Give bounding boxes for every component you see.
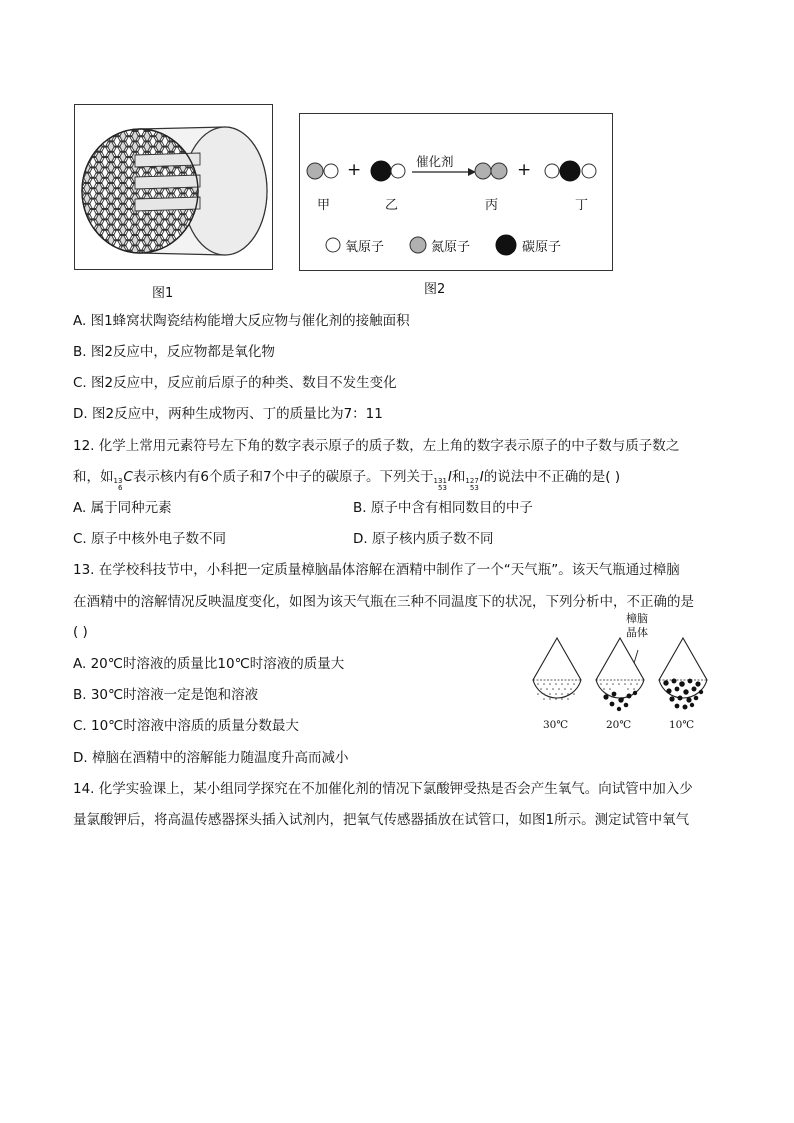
legend-nitrogen-symbol [410, 237, 426, 253]
legend-oxygen-label: 氧原子 [345, 240, 385, 255]
q13-stem-line-3: ( ) [73, 624, 88, 640]
c13-symbol: C [123, 469, 133, 485]
q12-text-d: 的说法中不正确的是( ) [483, 469, 621, 485]
q12-text-a: 和，如 [73, 469, 114, 485]
q14-stem-line-1: 14. 化学实验课上，某小组同学探究在不加催化剂的情况下氯酸钾受热是否会产生氧气。向试管中加入少 [73, 781, 693, 797]
i131-isotope-numbers [434, 478, 447, 492]
i131-symbol: I [447, 469, 452, 485]
q11-option-b: B. 图2反应中，反应物都是氧化物 [73, 344, 275, 360]
i127-isotope-numbers [465, 478, 478, 492]
label-yi: 乙 [385, 198, 399, 213]
q11-option-a: A. 图1蜂窝状陶瓷结构能增大反应物与催化剂的接触面积 [73, 313, 410, 329]
c13-atomic-number: 6 [117, 484, 123, 492]
i127-mass-number: 127 [465, 477, 479, 485]
honeycomb-ceramic-illustration [75, 105, 272, 269]
q12-stem-line-2 [73, 467, 620, 492]
molecule-ding-oxygen-2 [582, 164, 596, 178]
figure-2-frame [299, 113, 613, 271]
c13-isotope-numbers [114, 478, 123, 492]
i127-atomic-number: 53 [469, 484, 479, 492]
plus-sign-right: + [517, 160, 532, 180]
molecule-ding-carbon [560, 161, 580, 181]
bottle-20c [596, 638, 644, 711]
label-bing: 丙 [485, 198, 499, 213]
molecule-yi-oxygen [391, 164, 405, 178]
bottle-30c [533, 638, 581, 700]
temp-label-10: 10℃ [669, 719, 695, 731]
i131-mass-number: 131 [433, 477, 447, 485]
molecule-jia-nitrogen [307, 163, 323, 179]
i131-atomic-number: 53 [438, 484, 447, 492]
figure-2-caption: 图2 [424, 282, 446, 297]
temp-label-20: 20℃ [606, 719, 632, 731]
catalyst-label: 催化剂 [416, 154, 454, 169]
q14-stem-line-2: 量氯酸钾后，将高温传感器探头插入试剂内，把氧气传感器插放在试管口，如图1所示。测定试管中氧气 [73, 812, 690, 828]
q11-option-d: D. 图2反应中，两种生成物丙、丁的质量比为7：11 [73, 406, 383, 422]
camphor-label-line-1: 樟脑 [626, 612, 648, 625]
i127-symbol: I [479, 469, 484, 485]
legend-carbon-symbol [496, 235, 516, 255]
molecule-ding-oxygen-1 [545, 164, 559, 178]
q13-stem-line-1: 13. 在学校科技节中，小科把一定质量樟脑晶体溶解在酒精中制作了一个“天气瓶”。该天气瓶通过樟脑 [73, 562, 680, 578]
q13-option-a: A. 20℃时溶液的质量比10℃时溶液的质量大 [73, 656, 345, 672]
figure-1-frame [74, 104, 273, 270]
q12-option-a: A. 属于同种元素 [73, 500, 172, 516]
plus-sign-left: + [347, 160, 362, 180]
q12-option-b: B. 原子中含有相同数目的中子 [353, 500, 533, 516]
molecule-bing-nitrogen-1 [475, 163, 491, 179]
camphor-label-line-2: 晶体 [626, 626, 648, 639]
label-jia: 甲 [317, 198, 331, 213]
c13-mass-number: 13 [113, 477, 123, 485]
q11-option-c: C. 图2反应中，反应前后原子的种类、数目不发生变化 [73, 375, 397, 391]
figure-1-caption: 图1 [152, 286, 174, 301]
q12-option-d: D. 原子核内质子数不同 [353, 531, 494, 547]
temp-label-30: 30℃ [543, 719, 569, 731]
q12-stem-line-1: 12. 化学上常用元素符号左下角的数字表示原子的质子数，左上角的数字表示原子的中子数与质子数之 [73, 438, 680, 454]
molecule-jia-oxygen [324, 164, 338, 178]
legend-carbon-label: 碳原子 [522, 240, 562, 255]
q13-stem-line-2: 在酒精中的溶解情况反映温度变化，如图为该天气瓶在三种不同温度下的状况，下列分析中，不正确的是 [73, 594, 694, 610]
legend-oxygen-symbol [326, 238, 340, 252]
label-ding: 丁 [575, 198, 589, 213]
molecule-bing-nitrogen-2 [491, 163, 507, 179]
molecule-yi-carbon [371, 161, 391, 181]
q13-option-b: B. 30℃时溶液一定是饱和溶液 [73, 687, 259, 703]
bottle-10c [659, 638, 707, 710]
q13-option-c: C. 10℃时溶液中溶质的质量分数最大 [73, 718, 299, 734]
q12-text-c: 和 [451, 469, 466, 485]
q12-text-b: 表示核内有6个质子和7个中子的碳原子。下列关于 [132, 469, 434, 485]
q13-option-d: D. 樟脑在酒精中的溶解能力随温度升高而减小 [73, 750, 349, 766]
q12-option-c: C. 原子中核外电子数不同 [73, 531, 227, 547]
legend-nitrogen-label: 氮原子 [431, 240, 471, 255]
weather-bottle-figure [520, 612, 720, 738]
